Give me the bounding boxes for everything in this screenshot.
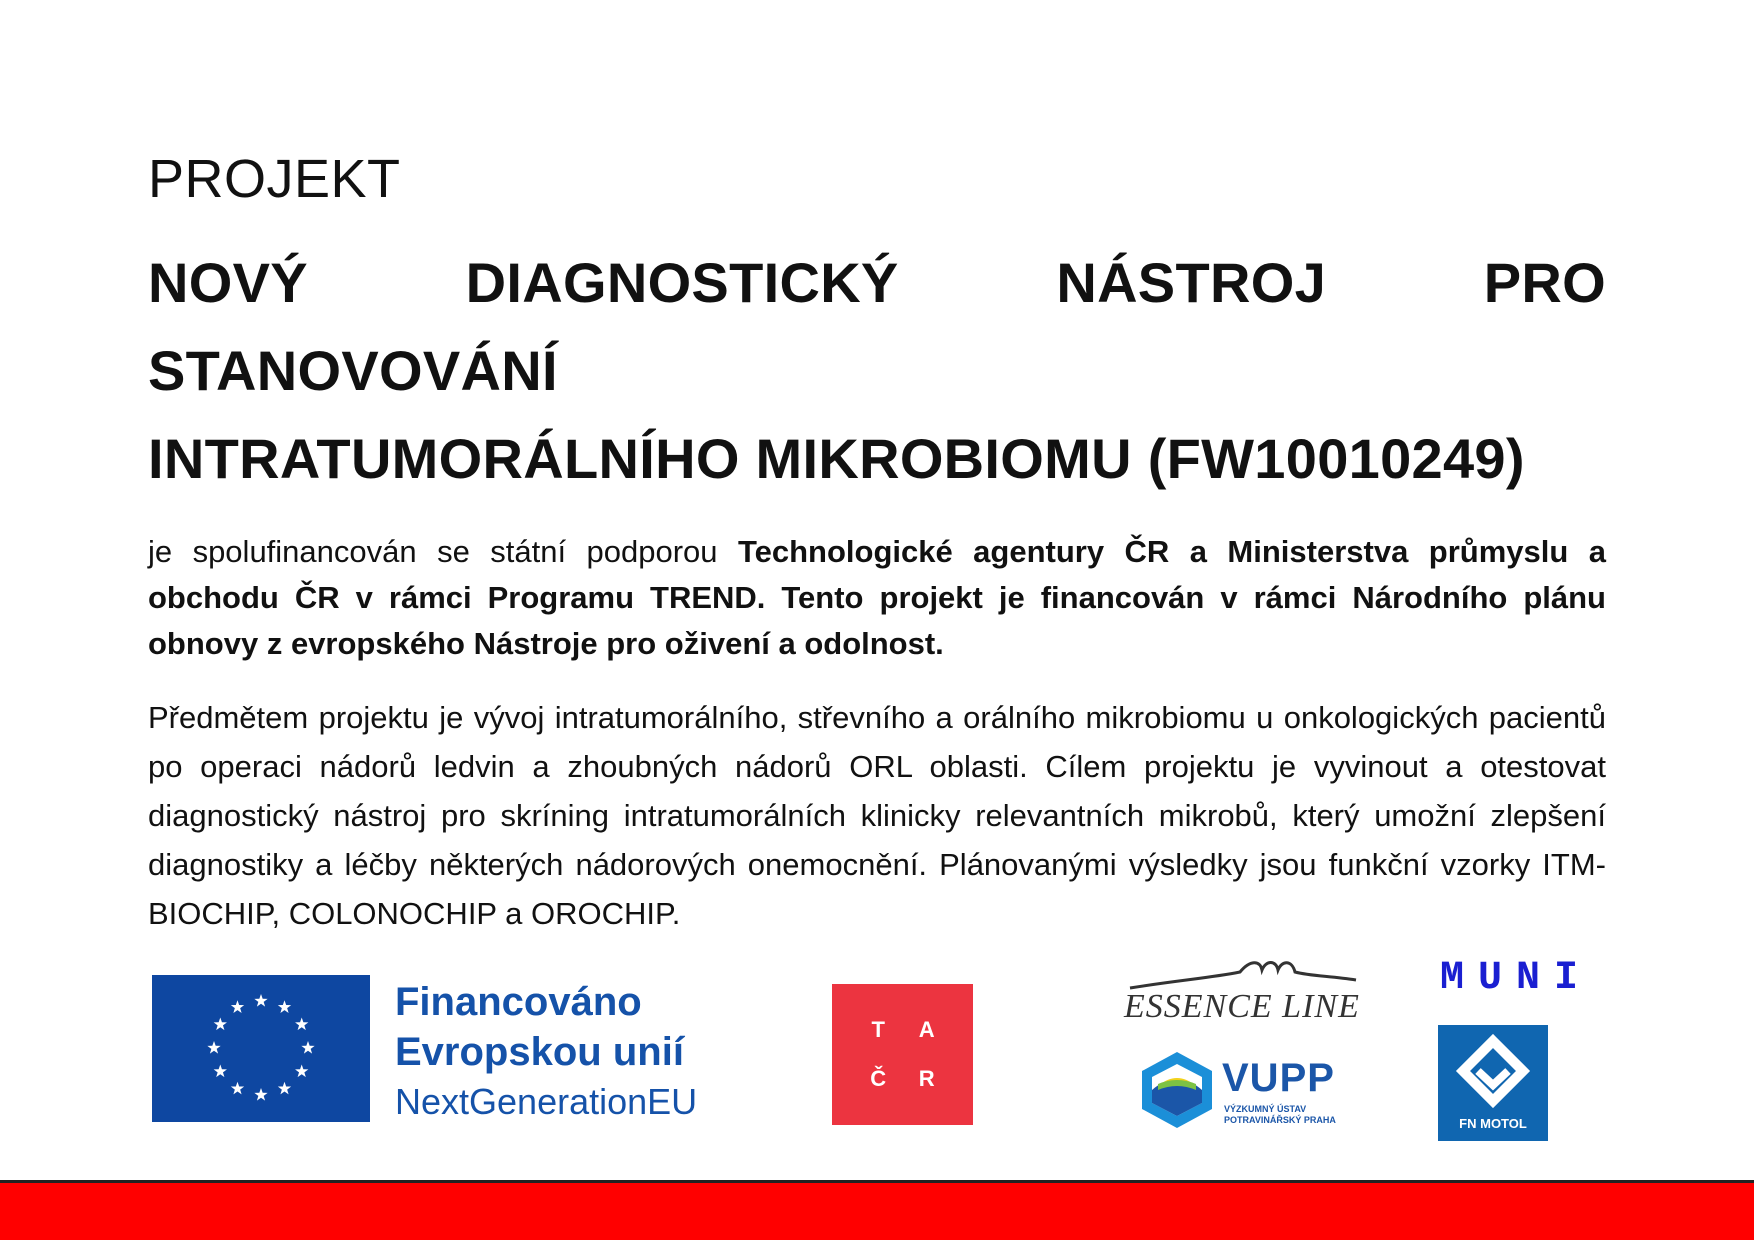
- vupp-hexagon-icon: [1140, 1050, 1214, 1130]
- footer-red-bar: [0, 1183, 1754, 1240]
- eu-logo-text: [395, 977, 697, 1127]
- eu-star: [207, 1041, 220, 1054]
- motol-heart-icon: [1438, 1029, 1548, 1119]
- eu-star: [231, 1000, 244, 1013]
- fn-motol-label: FN MOTOL: [1459, 1116, 1527, 1131]
- project-description: Předmětem projektu je vývoj intratumorálního, střevního a orálního mikrobiomu u onkologických pacientů po operaci nádorů ledvin a zhoubných nádorů ORL oblasti. Cílem projektu je vyvinout a otestovat diagnostický nástroj pro skríning intratumorálních klinicky relevantních mikrobů, který umožní zlepšení diagnostiky a léčby některých nádorových onemocnění. Plánovanými výsledky jsou funkční vzorky ITM-BIOCHIP, COLONOCHIP a OROCHIP.: [148, 700, 1606, 932]
- eu-star: [301, 1041, 314, 1054]
- eu-line-2: Evropskou unií: [395, 1030, 684, 1074]
- eu-line-1: Financováno: [395, 980, 642, 1024]
- eu-logo: [152, 975, 720, 1125]
- eu-line-3: NextGenerationEU: [395, 1081, 698, 1122]
- eu-star: [295, 1065, 308, 1078]
- project-title-line2: INTRATUMORÁLNÍHO MIKROBIOMU (FW10010249): [148, 427, 1525, 491]
- essence-line-text: ESSENCE LINE: [1124, 988, 1360, 1025]
- fn-motol-logo: [1438, 1025, 1548, 1141]
- project-label: PROJEKT: [148, 149, 401, 209]
- muni-logo: MUNI: [1440, 956, 1593, 1001]
- eu-star: [254, 994, 267, 1007]
- eu-flag-icon: [152, 975, 370, 1122]
- project-title: [148, 239, 1606, 503]
- eu-star: [214, 1018, 227, 1031]
- vupp-subtitle-line1: VÝZKUMNÝ ÚSTAV: [1224, 1104, 1307, 1114]
- funding-lead-text: je spolufinancován se státní podporou: [148, 534, 738, 570]
- vupp-subtitle: [1224, 1104, 1336, 1126]
- tacr-letter: R: [918, 1065, 935, 1091]
- tacr-letter: A: [918, 1017, 935, 1043]
- eu-star: [295, 1018, 308, 1031]
- tacr-letter: Č: [870, 1065, 887, 1091]
- partner-logos: [0, 950, 1754, 1150]
- eu-star: [254, 1088, 267, 1101]
- eu-star: [214, 1065, 227, 1078]
- eu-stars-icon: [152, 975, 370, 1122]
- vupp-logo: [1140, 1050, 1360, 1140]
- tacr-logo: [832, 984, 973, 1125]
- vupp-title: VUPP: [1222, 1056, 1335, 1100]
- project-title-line1: NOVÝ DIAGNOSTICKÝ NÁSTROJ PRO STANOVOVÁNÍ: [148, 251, 1606, 403]
- essence-line-logo: [1120, 950, 1360, 1030]
- main-content: [148, 150, 1606, 938]
- eu-star: [278, 1000, 291, 1013]
- funding-paragraph: [148, 529, 1606, 667]
- eu-star: [278, 1082, 291, 1095]
- vupp-subtitle-line2: POTRAVINÁŘSKÝ PRAHA: [1224, 1115, 1336, 1125]
- funding-bold-text: Technologické agentury ČR a Ministerstva průmyslu a obchodu ČR v rámci Programu TREND. Tento projekt je financován v rámci Národního plánu obnovy z evropského Nástroje pro oživení a odolnost.: [148, 534, 1606, 662]
- eu-star: [231, 1082, 244, 1095]
- tacr-letter: T: [871, 1017, 885, 1043]
